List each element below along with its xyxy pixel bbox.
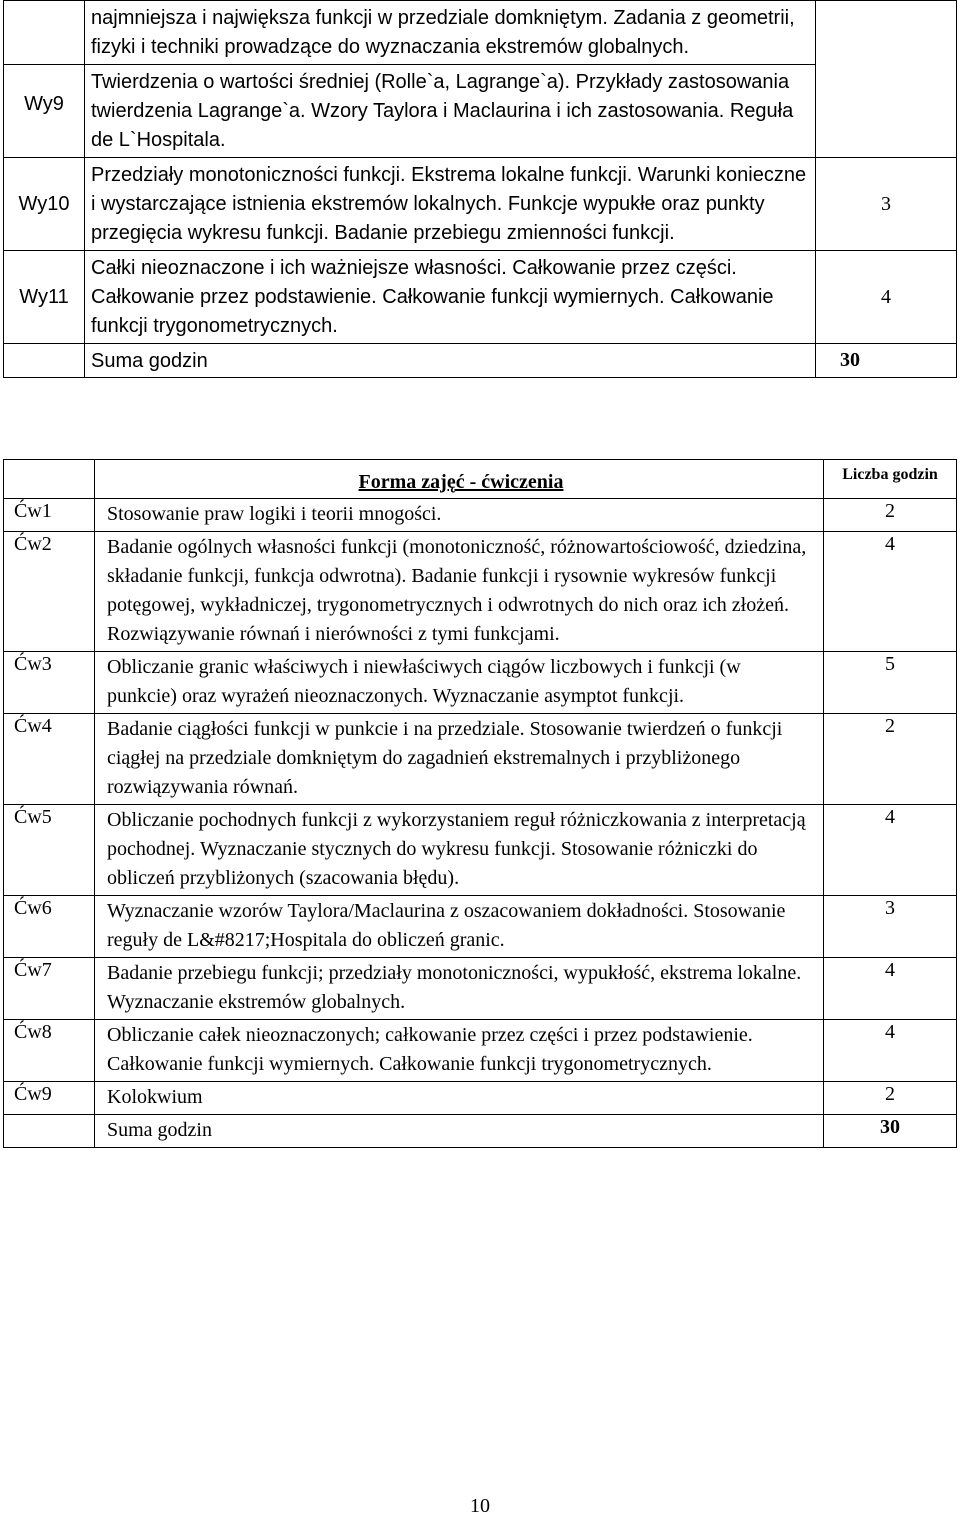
- table-header: [4, 460, 957, 499]
- row-hours: 2: [824, 499, 957, 532]
- row-topic: Stosowanie praw logiki i teorii mnogości.: [95, 499, 824, 532]
- row-code: Ćw5: [4, 805, 95, 896]
- row-code: Wy10: [4, 158, 85, 251]
- table-row: [4, 499, 957, 532]
- row-topic: Badanie ciągłości funkcji w punkcie i na przedziale. Stosowanie twierdzeń o funkcji ciągłej na przedziale domkniętym do zagadnień ekstremalnych i przybliżonego rozwiązywania równań.: [95, 714, 824, 805]
- sum-row: [4, 1115, 957, 1148]
- row-topic: Przedziały monotoniczności funkcji. Ekstrema lokalne funkcji. Warunki konieczne i wystarczające istnienia ekstremów lokalnych. Funkcje wypukłe oraz punkty przegięcia wykresu funkcji. Badanie przebiegu zmienności funkcji.: [85, 158, 816, 251]
- row-topic: Obliczanie całek nieoznaczonych; całkowanie przez części i przez podstawienie. Całkowanie funkcji wymiernych. Całkowanie funkcji trygonometrycznych.: [95, 1020, 824, 1082]
- table-row: [4, 532, 957, 652]
- row-hours: 4: [824, 532, 957, 652]
- table-row: [4, 652, 957, 714]
- table-row: [4, 1082, 957, 1115]
- table-row: [4, 805, 957, 896]
- table-row: [4, 714, 957, 805]
- row-code: Wy11: [4, 251, 85, 344]
- header-title-text: Forma zajęć - ćwiczenia: [358, 471, 564, 493]
- row-topic: Kolokwium: [95, 1082, 824, 1115]
- table-row: [4, 896, 957, 958]
- row-topic: Badanie ogólnych własności funkcji (monotoniczność, różnowartościowość, dziedzina, składanie funkcji, funkcja odwrotna). Badanie funkcji i rysownie wykresów funkcji potęgowej, wykładniczej, trygonometrycznych i odwrotnych do nich oraz ich złożeń. Rozwiązywanie równań i nierówności z tymi funkcjami.: [95, 532, 824, 652]
- row-topic: Obliczanie granic właściwych i niewłaściwych ciągów liczbowych i funkcji (w punkcie) oraz wyrażeń nieoznaczonych. Wyznaczanie asymptot funkcji.: [95, 652, 824, 714]
- row-code: Ćw2: [4, 532, 95, 652]
- row-hours: 3: [824, 896, 957, 958]
- table-row: [4, 958, 957, 1020]
- row-code: Ćw8: [4, 1020, 95, 1082]
- table-row: [4, 158, 957, 251]
- table-row: [4, 1, 957, 65]
- row-topic: najmniejsza i największa funkcji w przedziale domkniętym. Zadania z geometrii, fizyki i techniki prowadzące do wyznaczania ekstremów globalnych.: [85, 1, 816, 65]
- table-row: [4, 65, 957, 158]
- row-hours: [816, 1, 957, 158]
- row-hours: 2: [824, 1082, 957, 1115]
- row-hours: 4: [816, 251, 957, 344]
- row-code: Ćw3: [4, 652, 95, 714]
- row-code: Ćw7: [4, 958, 95, 1020]
- sum-empty-cell: [4, 344, 85, 378]
- sum-row: [4, 344, 957, 378]
- header-title: [95, 460, 824, 499]
- row-topic: Badanie przebiegu funkcji; przedziały monotoniczności, wypukłość, ekstrema lokalne. Wyznaczanie ekstremów globalnych.: [95, 958, 824, 1020]
- header-hours: Liczba godzin: [824, 460, 957, 499]
- lecture-table: [3, 0, 957, 378]
- sum-value: 30: [824, 1115, 957, 1148]
- row-topic: Wyznaczanie wzorów Taylora/Maclaurina z oszacowaniem dokładności. Stosowanie reguły de L&#8217;Hospitala do obliczeń granic.: [95, 896, 824, 958]
- page-number: 10: [470, 1495, 490, 1517]
- row-hours: 3: [816, 158, 957, 251]
- row-hours: 4: [824, 958, 957, 1020]
- row-hours: 4: [824, 1020, 957, 1082]
- row-topic: Obliczanie pochodnych funkcji z wykorzystaniem reguł różniczkowania z interpretacją pochodnej. Wyznaczanie stycznych do wykresu funkcji. Stosowanie różniczki do obliczeń przybliżonych (szacowania błędu).: [95, 805, 824, 896]
- row-hours: 5: [824, 652, 957, 714]
- row-code: Ćw4: [4, 714, 95, 805]
- sum-label: Suma godzin: [85, 344, 816, 378]
- table-row: [4, 1020, 957, 1082]
- row-hours: 2: [824, 714, 957, 805]
- sum-label: Suma godzin: [95, 1115, 824, 1148]
- row-topic: Twierdzenia o wartości średniej (Rolle`a, Lagrange`a). Przykłady zastosowania twierdzenia Lagrange`a. Wzory Taylora i Maclaurina i ich zastosowania. Reguła de L`Hospitala.: [85, 65, 816, 158]
- row-code: Ćw9: [4, 1082, 95, 1115]
- row-code: [4, 1, 85, 65]
- header-empty-cell: [4, 460, 95, 499]
- row-code: Wy9: [4, 65, 85, 158]
- row-code: Ćw1: [4, 499, 95, 532]
- exercise-table: [3, 459, 957, 1148]
- row-topic: Całki nieoznaczone i ich ważniejsze własności. Całkowanie przez części. Całkowanie przez podstawienie. Całkowanie funkcji wymiernych. Całkowanie funkcji trygonometrycznych.: [85, 251, 816, 344]
- sum-value: 30: [816, 344, 957, 378]
- sum-empty-cell: [4, 1115, 95, 1148]
- row-hours: 4: [824, 805, 957, 896]
- row-code: Ćw6: [4, 896, 95, 958]
- table-row: [4, 251, 957, 344]
